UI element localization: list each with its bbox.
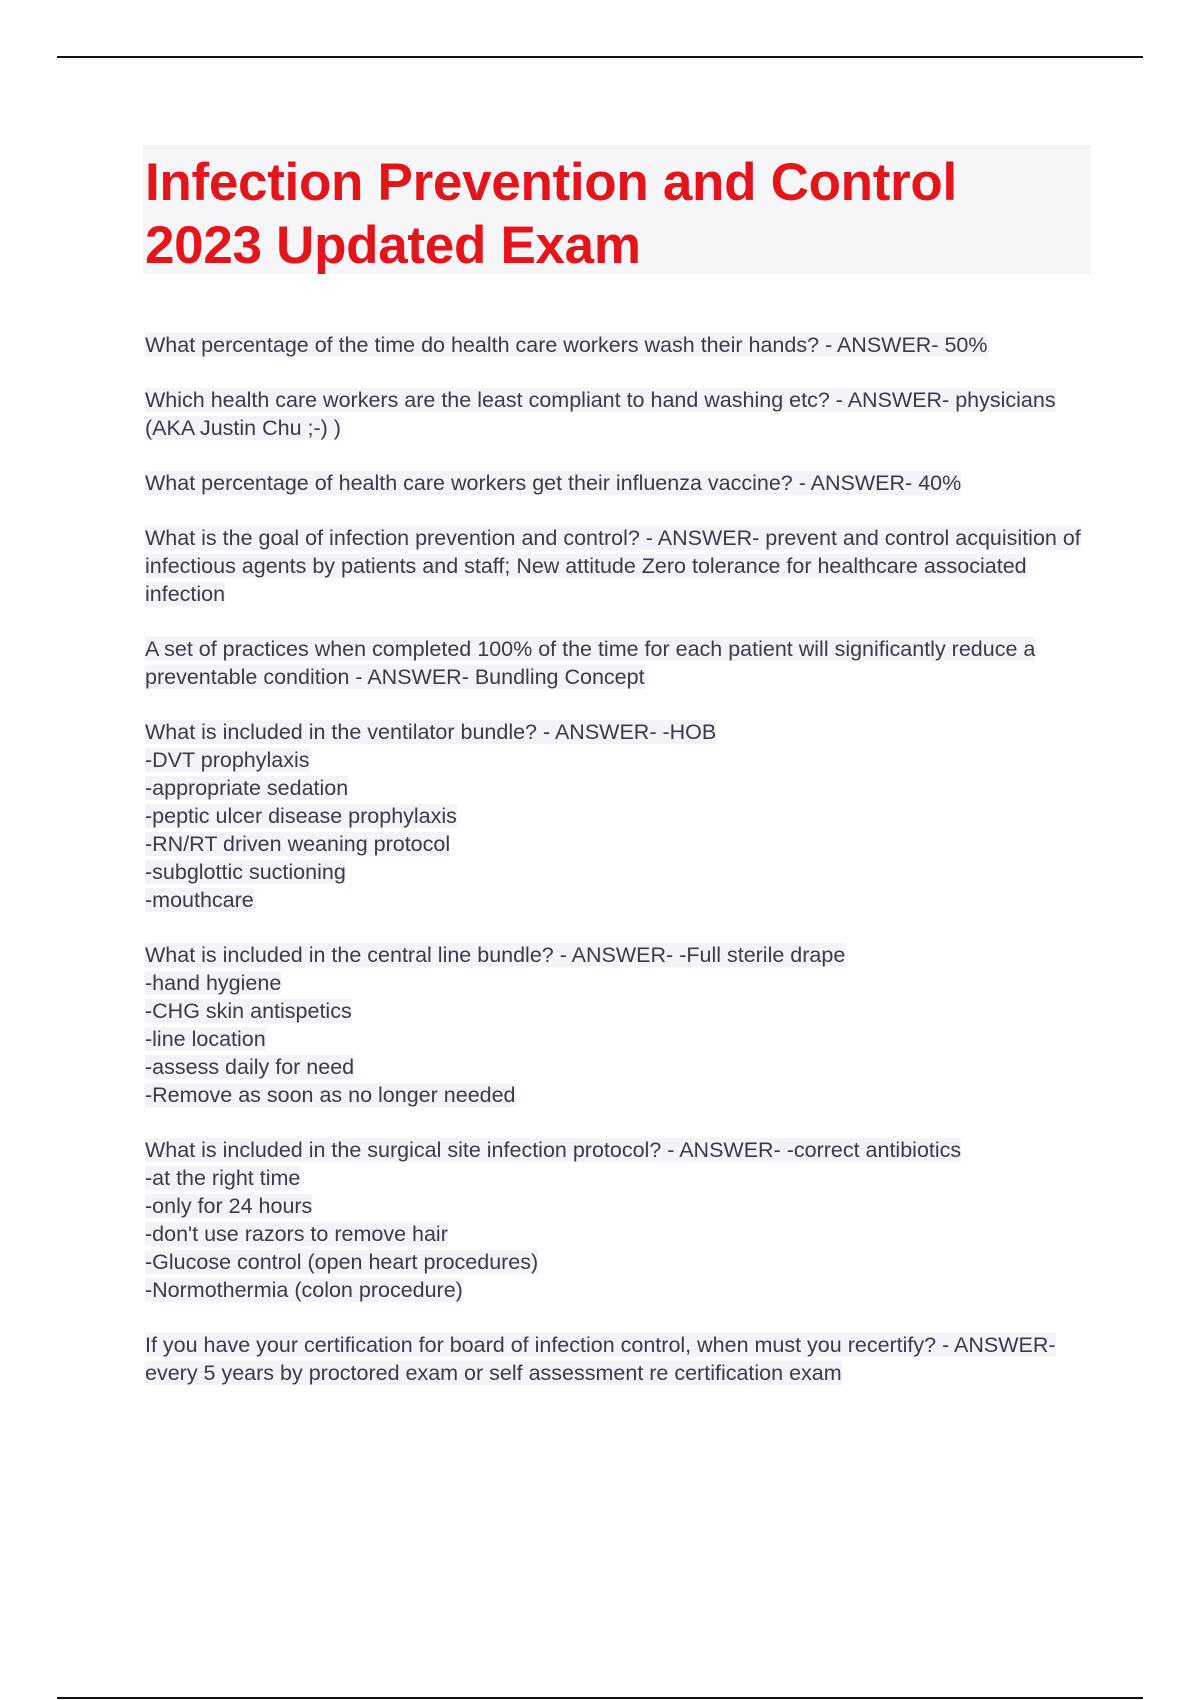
qa-item <box>145 331 1085 359</box>
question-text: What is the goal of infection prevention and control? <box>145 526 640 550</box>
answer-separator: - ANSWER- <box>819 333 945 357</box>
qa-item <box>145 1136 1085 1304</box>
question-text: What percentage of health care workers get their influenza vaccine? <box>145 471 793 495</box>
qa-item <box>145 386 1085 442</box>
answer-item-text: -line location <box>145 1027 266 1051</box>
answer-item <box>145 1164 1085 1192</box>
answer-item <box>145 1192 1085 1220</box>
qa-item <box>145 469 1085 497</box>
qa-text <box>145 469 1085 497</box>
answer-item-text: -subglottic suctioning <box>145 860 346 884</box>
answer-text: -Full sterile drape <box>679 943 846 967</box>
answer-text: 40% <box>918 471 962 495</box>
question-text: A set of practices when completed 100% of the time for each patient will significantly reduce a preventable condition <box>145 637 1036 689</box>
answer-separator: - ANSWER- <box>661 1138 787 1162</box>
answer-item-text: -DVT prophylaxis <box>145 748 310 772</box>
answer-separator: - ANSWER- <box>537 720 663 744</box>
qa-text <box>145 635 1085 691</box>
answer-item <box>145 774 1085 802</box>
question-text: What is included in the ventilator bundle? <box>145 720 538 744</box>
qa-item <box>145 718 1085 914</box>
qa-item <box>145 941 1085 1109</box>
answer-items <box>145 969 1085 1109</box>
answer-item <box>145 1276 1085 1304</box>
answer-separator: - ANSWER- <box>553 943 680 967</box>
answer-item <box>145 1053 1085 1081</box>
title-line-1: Infection Prevention and Control <box>145 153 957 212</box>
qa-list <box>145 331 1085 1414</box>
qa-text <box>145 386 1085 442</box>
answer-text: physicians (AKA Justin Chu ;-) ) <box>145 388 1056 440</box>
qa-text <box>145 1136 1085 1164</box>
answer-item-text: -hand hygiene <box>145 971 282 995</box>
answer-separator: - ANSWER- <box>792 471 919 495</box>
answer-item-text: -appropriate sedation <box>145 776 349 800</box>
question-text: What is included in the surgical site infection protocol? <box>145 1138 662 1162</box>
answer-item-text: -at the right time <box>145 1166 301 1190</box>
answer-item-text: -don't use razors to remove hair <box>145 1222 448 1246</box>
bottom-rule <box>57 1697 1143 1699</box>
qa-text <box>145 524 1085 608</box>
answer-item-text: -Glucose control (open heart procedures) <box>145 1250 539 1274</box>
answer-item <box>145 802 1085 830</box>
answer-item <box>145 858 1085 886</box>
answer-item <box>145 830 1085 858</box>
qa-item <box>145 1331 1085 1387</box>
answer-item <box>145 1025 1085 1053</box>
answer-item <box>145 1081 1085 1109</box>
answer-item-text: -only for 24 hours <box>145 1194 313 1218</box>
qa-item <box>145 524 1085 608</box>
answer-item <box>145 997 1085 1025</box>
answer-separator: - ANSWER- <box>936 1333 1056 1357</box>
answer-text: 50% <box>944 333 988 357</box>
qa-text <box>145 331 1085 359</box>
qa-text <box>145 941 1085 969</box>
question-text: If you have your certification for board of infection control, when must you recertify? <box>145 1333 937 1357</box>
answer-separator: - ANSWER- <box>639 526 766 550</box>
answer-separator: - ANSWER- <box>349 665 475 689</box>
qa-item <box>145 635 1085 691</box>
answer-item-text: -CHG skin antispetics <box>145 999 352 1023</box>
answer-item <box>145 1220 1085 1248</box>
answer-item <box>145 1248 1085 1276</box>
question-text: Which health care workers are the least compliant to hand washing etc? <box>145 388 830 412</box>
answer-text: every 5 years by proctored exam or self assessment re certification exam <box>145 1361 842 1385</box>
answer-item-text: -RN/RT driven weaning protocol <box>145 832 451 856</box>
answer-item <box>145 746 1085 774</box>
qa-text <box>145 718 1085 746</box>
document-title <box>143 145 1091 274</box>
answer-items <box>145 1164 1085 1304</box>
answer-item-text: -Remove as soon as no longer needed <box>145 1083 516 1107</box>
top-rule <box>57 56 1143 58</box>
answer-text: -correct antibiotics <box>786 1138 962 1162</box>
answer-item <box>145 886 1085 914</box>
answer-text: -HOB <box>662 720 717 744</box>
answer-item-text: -Normothermia (colon procedure) <box>145 1278 463 1302</box>
answer-items <box>145 746 1085 914</box>
answer-text: prevent and control acquisition of infectious agents by patients and staff; New attitude Zero tolerance for healthcare associated infection <box>145 526 1081 606</box>
answer-item-text: -peptic ulcer disease prophylaxis <box>145 804 457 828</box>
answer-item-text: -mouthcare <box>145 888 254 912</box>
qa-text <box>145 1331 1085 1387</box>
answer-item-text: -assess daily for need <box>145 1055 355 1079</box>
question-text: What is included in the central line bundle? <box>145 943 554 967</box>
answer-separator: - ANSWER- <box>829 388 956 412</box>
answer-item <box>145 969 1085 997</box>
title-line-2: 2023 Updated Exam <box>145 216 641 275</box>
question-text: What percentage of the time do health care workers wash their hands? <box>145 333 820 357</box>
answer-text: Bundling Concept <box>474 665 645 689</box>
